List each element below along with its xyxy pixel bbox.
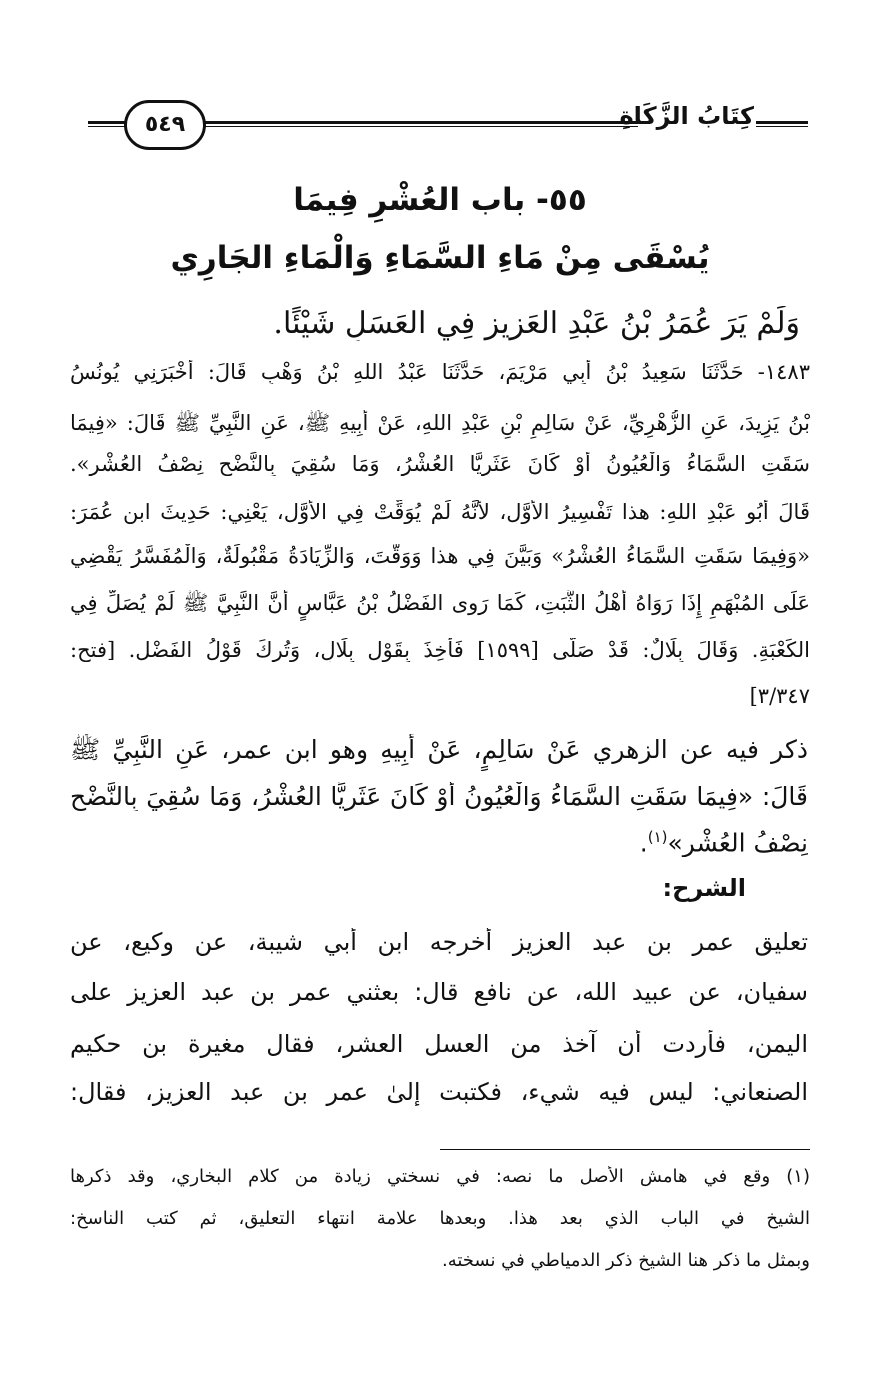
header-rule-left	[88, 121, 128, 127]
footnote-line-2: الشيخ في الباب الذي بعد هذا. وبعدها علامة انتهاء التعليق، ثم كتب الناسخ:	[70, 1208, 810, 1229]
footnote-line-1: (١) وقع في هامش الأصل ما نصه: في نسختي زيادة من كلام البخاري، وقد ذكرها	[70, 1166, 810, 1187]
bab-note: وَلَمْ يَرَ عُمَرُ بْنُ عَبْدِ العَزِيزِ فِي العَسَلِ شَيْئًا.	[273, 306, 800, 341]
tarjama-line-2: قَالَ: «فِيمَا سَقَتِ السَّمَاءُ وَالْعُيُونُ أَوْ كَانَ عَثَرِيًّا العُشْرُ، وَمَا سُقِيَ بِالنَّضْحِ	[70, 782, 808, 811]
page-header	[88, 96, 808, 158]
footnote-divider	[440, 1149, 810, 1150]
tarjama-line-3-end: .	[639, 828, 648, 858]
header-rule-right	[756, 121, 808, 127]
sharh-line-3: اليمن، فأردت أن آخذ من العسل العشر، فقال مغيرة بن حكيم	[70, 1030, 808, 1058]
sharh-line-1: تعليق عمر بن عبد العزيز أخرجه ابن أبي شيبة، عن وكيع، عن	[70, 928, 808, 956]
chapter-title-line-1: ٥٥- باب العُشْرِ فِيمَا	[293, 182, 587, 218]
footnote-line-3: وبمثل ما ذكر هنا الشيخ ذكر الدمياطي في نسخته.	[441, 1250, 810, 1271]
header-rule-middle	[198, 121, 638, 127]
hadith-line-6: عَلَى المُبْهَمِ إِذَا رَوَاهُ أَهْلُ الثَّبَتِ، كَمَا رَوى الفَضْلُ بْنُ عَبَّاسٍ أَنَّ النَّبِيَّ ﷺ لَمْ يُصَلِّ فِي	[70, 591, 810, 615]
tarjama-line-3	[70, 828, 808, 857]
hadith-line-2: بْنُ يَزِيدَ، عَنِ الزُّهْرِيِّ، عَنْ سَالِمِ بْنِ عَبْدِ اللهِ، عَنْ أَبِيهِ ﷺ، عَنِ النَّبِيِّ ﷺ قَالَ: «فِيمَا	[70, 411, 810, 435]
hadith-line-4: قَالَ أَبُو عَبْدِ اللهِ: هذا تَفْسِيرُ الأَوَّلِ، لأَنَّهُ لَمْ يُوَقِّتْ فِي الأَوَّلِ، يَعْنِي: حَدِيثَ ابن عُمَرَ:	[70, 500, 810, 524]
hadith-line-5: «وَفِيمَا سَقَتِ السَّمَاءُ العُشْرُ» وَبَيَّنَ فِي هذا وَوَقَّتَ، وَالزِّيَادَةُ مَقْبُولَةٌ، وَالْمُفَسَّرُ يَقْضِي	[70, 544, 810, 568]
footnote-reference[interactable]: (١)	[647, 828, 668, 846]
hadith-line-8: ٣/٣٤٧]	[749, 684, 810, 708]
sharh-line-4: الصنعاني: ليس فيه شيء، فكتبت إلىٰ عمر بن عبد العزيز، فقال:	[70, 1078, 808, 1106]
tarjama-line-1: ذكر فيه عن الزهري عَنْ سَالِمٍ، عَنْ أَبِيهِ وهو ابن عمر، عَنِ النَّبِيِّ ﷺ	[70, 735, 808, 764]
sharh-heading: الشرح:	[662, 874, 746, 902]
chapter-title-line-2: يُسْقَى مِنْ مَاءِ السَّمَاءِ وَالْمَاءِ الجَارِي	[170, 240, 710, 276]
tarjama-line-3-text: نِصْفُ العُشْرِ»	[667, 828, 808, 858]
running-title: كِتَابُ الزَّكَاةِ	[619, 102, 754, 130]
sharh-line-2: سفيان، عن عبيد الله، عن نافع قال: بعثني عمر بن عبد العزيز على	[70, 978, 808, 1006]
hadith-line-3: سَقَتِ السَّمَاءُ وَالْعُيُونُ أَوْ كَانَ عَثَرِيًّا العُشْرُ، وَمَا سُقِيَ بِالنَّضْحِ نِصْفُ العُشْرِ».	[70, 452, 810, 476]
hadith-line-1: ١٤٨٣- حَدَّثَنَا سَعِيدُ بْنُ أَبِي مَرْيَمَ، حَدَّثَنَا عَبْدُ اللهِ بْنُ وَهْبٍ قَالَ: أَخْبَرَنِي يُونُسُ	[70, 360, 810, 384]
hadith-line-7: الكَعْبَةِ. وَقَالَ بِلَالٌ: قَدْ صَلَّى [١٥٩٩] فَأُخِذَ بِقَوْلِ بِلَالٍ، وَتُرِكَ قَوْلُ الفَضْلِ. [فتح:	[70, 638, 810, 662]
page-number: ٥٤٩	[124, 100, 206, 150]
